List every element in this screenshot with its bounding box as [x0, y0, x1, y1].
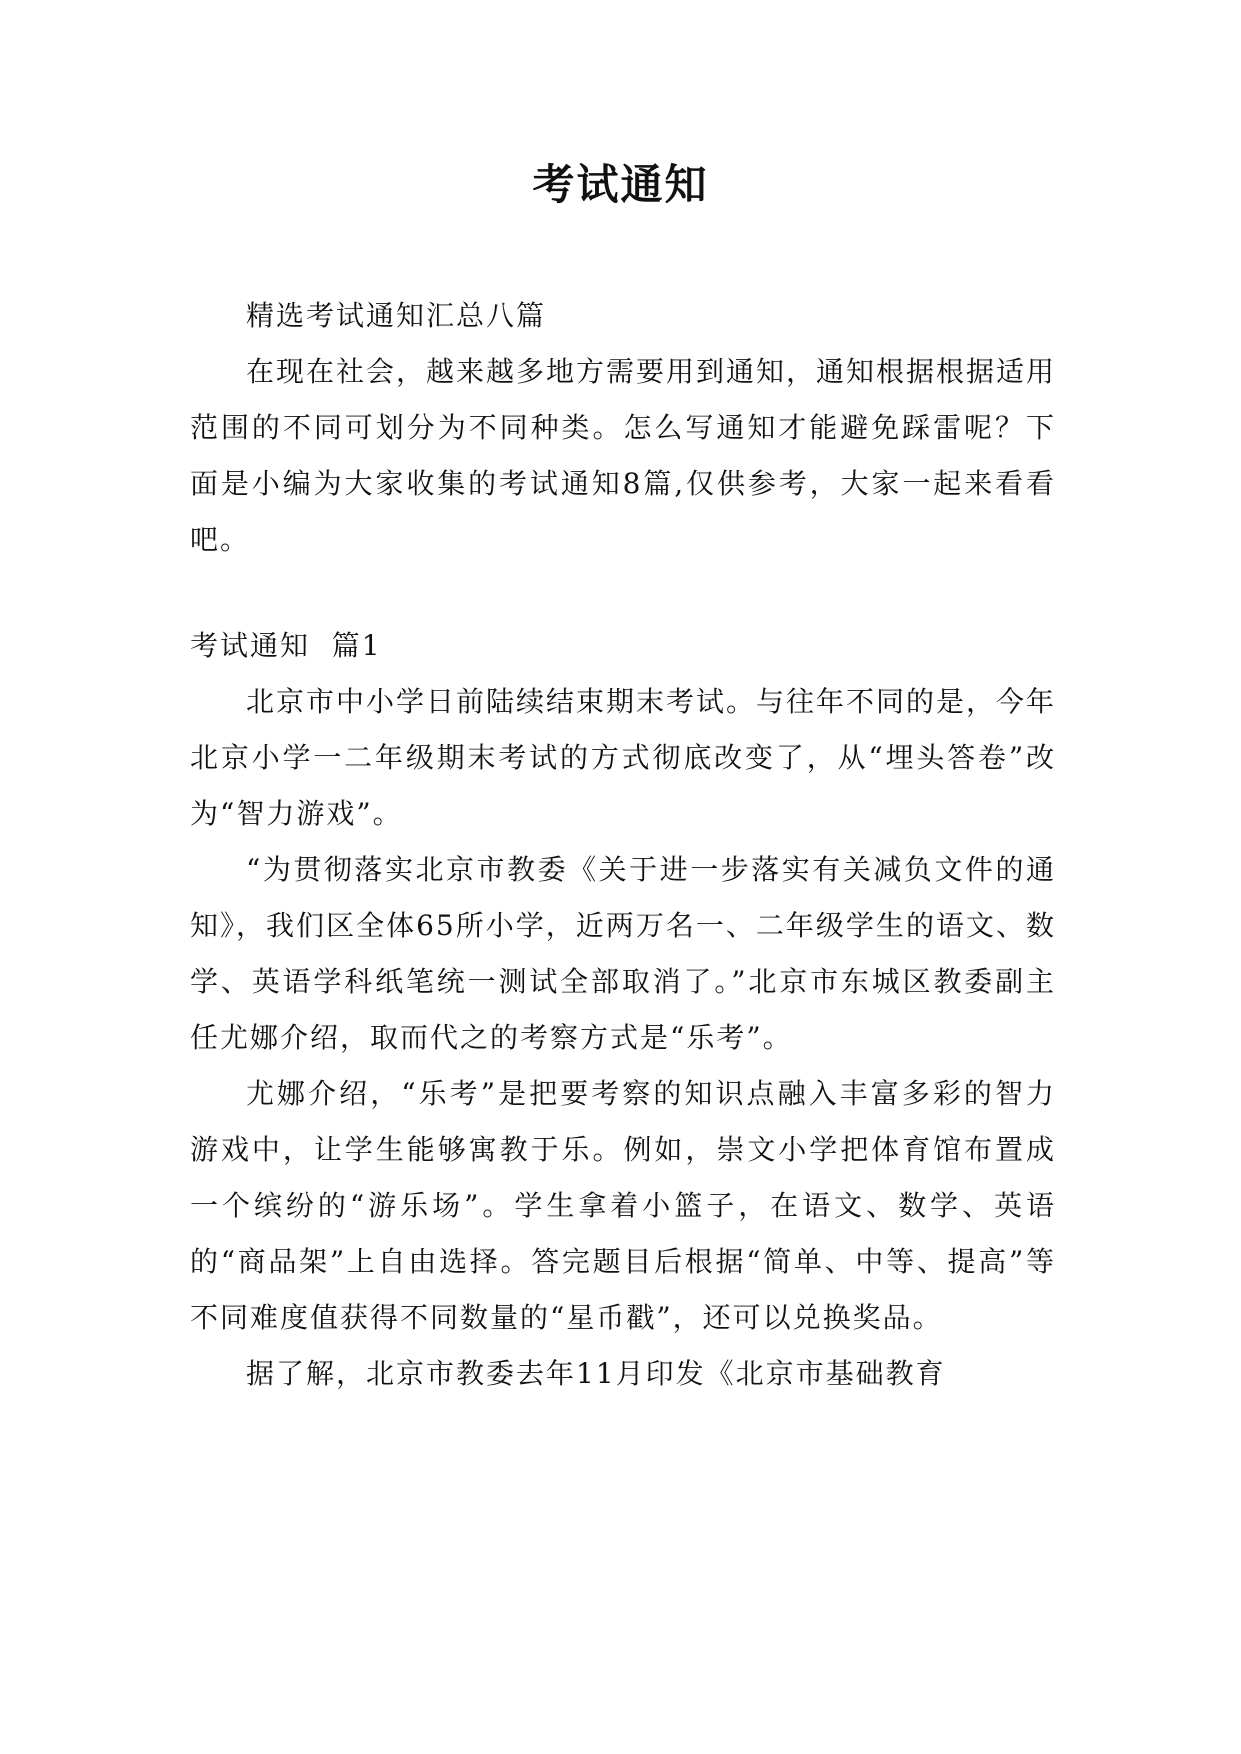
document-body [190, 288, 1056, 1402]
body-paragraph-3: 尤娜介绍，“乐考”是把要考察的知识点融入丰富多彩的智力游戏中，让学生能够寓教于乐。例如，崇文小学把体育馆布置成一个缤纷的“游乐场”。学生拿着小篮子，在语文、数学、英语的“商品架”上自由选择。答完题目后根据“简单、中等、提高”等不同难度值获得不同数量的“星币戳”，还可以兑换奖品。 [190, 1077, 1056, 1334]
document-subtitle: 精选考试通知汇总八篇 [246, 299, 547, 332]
body-paragraph-2: “为贯彻落实北京市教委《关于进一步落实有关减负文件的通知》，我们区全体65所小学，近两万名一、二年级学生的语文、数学、英语学科纸笔统一测试全部取消了。”北京市东城区教委副主任尤娜介绍，取而代之的考察方式是“乐考”。 [190, 853, 1056, 1054]
body-paragraph-4: 据了解，北京市教委去年11月印发《北京市基础教育 [246, 1357, 946, 1390]
section-heading: 考试通知 篇1 [190, 629, 382, 662]
section-spacer [190, 568, 1056, 618]
document-title: 考试通知 [532, 160, 709, 209]
body-paragraph-1: 北京市中小学日前陆续结束期末考试。与往年不同的是，今年北京小学一二年级期末考试的方式彻底改变了，从“埋头答卷”改为“智力游戏”。 [190, 685, 1057, 830]
intro-paragraph: 在现在社会，越来越多地方需要用到通知，通知根据根据适用范围的不同可划分为不同种类。怎么写通知才能避免踩雷呢？下面是小编为大家收集的考试通知8篇,仅供参考，大家一起来看看吧。 [190, 355, 1057, 556]
